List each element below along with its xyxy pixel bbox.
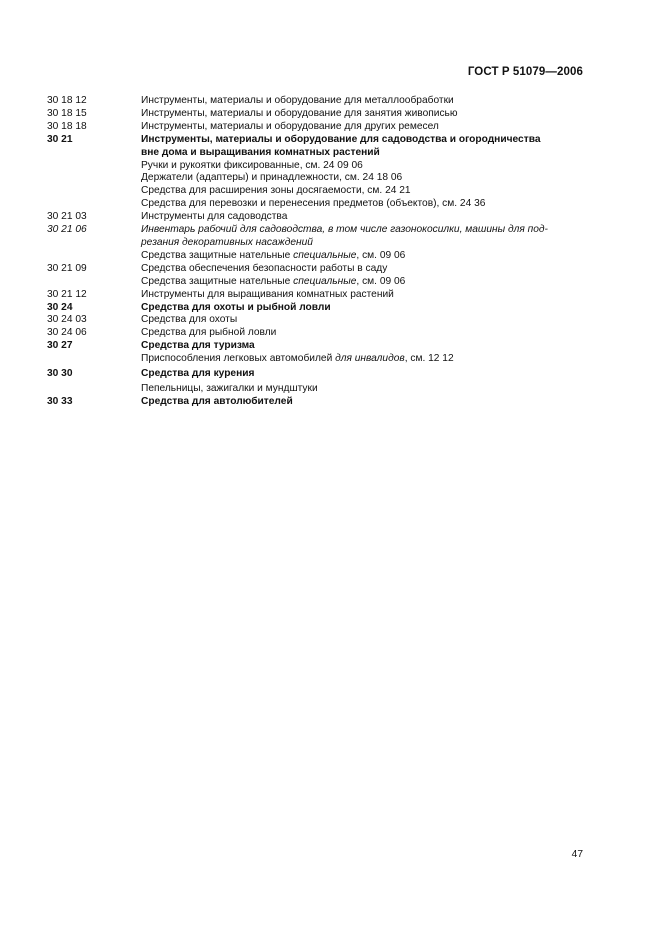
entry-code: 30 24	[47, 301, 73, 313]
entry-title: Инструменты, материалы и оборудование для занятия живописью	[141, 107, 458, 119]
entry-title: Средства для перевозки и перенесения предметов (объектов), см. 24 36	[141, 198, 486, 210]
entry-title: Держатели (адаптеры) и принадлежности, см. 24 18 06	[141, 172, 403, 184]
entry-title: Инструменты для выращивания комнатных растений	[141, 288, 394, 300]
cross-reference	[47, 250, 592, 263]
list-item	[47, 134, 592, 160]
list-item	[47, 121, 592, 134]
list-item	[47, 368, 592, 381]
document-header: ГОСТ Р 51079—2006	[467, 66, 583, 78]
entry-code: 30 30	[47, 368, 73, 380]
entry-code: 30 21	[47, 133, 73, 145]
list-item	[47, 95, 592, 108]
cross-reference	[47, 160, 592, 173]
entry-code: 30 27	[47, 340, 73, 352]
list-item	[47, 327, 592, 340]
entry-title: Средства для автолюбителей	[141, 395, 293, 407]
list-item	[47, 383, 592, 396]
entry-title: Инструменты, материалы и оборудование для садоводства и огородничества вне дома и выращивания комнатных растений	[141, 133, 541, 158]
cross-reference	[47, 185, 592, 198]
entry-title: Средства обеспечения безопасности работы в саду	[141, 262, 388, 274]
entry-code: 30 33	[47, 395, 73, 407]
entry-code: 30 21 06	[47, 224, 87, 236]
entry-title: Инструменты, материалы и оборудование для других ремесел	[141, 120, 439, 132]
list-item	[47, 224, 592, 250]
entry-code: 30 24 03	[47, 314, 87, 326]
entry-title: Инструменты для садоводства	[141, 211, 288, 223]
entry-code: 30 18 15	[47, 107, 87, 119]
list-item	[47, 263, 592, 276]
cross-reference	[47, 198, 592, 211]
entry-title: Средства защитные нательные специальные, см. 09 06	[141, 275, 406, 287]
entry-title: Средства для курения	[141, 368, 255, 380]
cross-reference	[47, 353, 592, 366]
entry-code: 30 21 09	[47, 262, 87, 274]
entry-title: Инвентарь рабочий для садоводства, в том числе газонокосилки, машины для под- резания декоративных насаждений	[141, 224, 548, 248]
list-item	[47, 302, 592, 315]
classification-list	[47, 95, 592, 409]
entry-title: Пепельницы, зажигалки и мундштуки	[141, 382, 318, 394]
entry-title: Средства для рыбной ловли	[141, 327, 277, 339]
entry-title: Средства защитные нательные специальные, см. 09 06	[141, 249, 406, 261]
cross-reference	[47, 172, 592, 185]
list-item	[47, 289, 592, 302]
entry-title: Ручки и рукоятки фиксированные, см. 24 09 06	[141, 159, 363, 171]
list-item	[47, 211, 592, 224]
entry-title: Средства для охоты	[141, 314, 238, 326]
entry-code: 30 21 03	[47, 211, 87, 223]
entry-title: Приспособления легковых автомобилей для инвалидов, см. 12 12	[141, 353, 454, 365]
list-item	[47, 108, 592, 121]
cross-reference	[47, 276, 592, 289]
list-item	[47, 314, 592, 327]
list-item	[47, 396, 592, 409]
entry-code: 30 18 18	[47, 120, 87, 132]
entry-title: Средства для охоты и рыбной ловли	[141, 301, 331, 313]
entry-title: Средства для туризма	[141, 340, 255, 352]
entry-title: Средства для расширения зоны досягаемости, см. 24 21	[141, 185, 411, 197]
page-number: 47	[571, 849, 583, 860]
entry-title: Инструменты, материалы и оборудование для металлообработки	[141, 95, 454, 106]
entry-code: 30 18 12	[47, 95, 87, 106]
list-item	[47, 340, 592, 353]
entry-code: 30 24 06	[47, 327, 87, 339]
entry-code: 30 21 12	[47, 288, 87, 300]
